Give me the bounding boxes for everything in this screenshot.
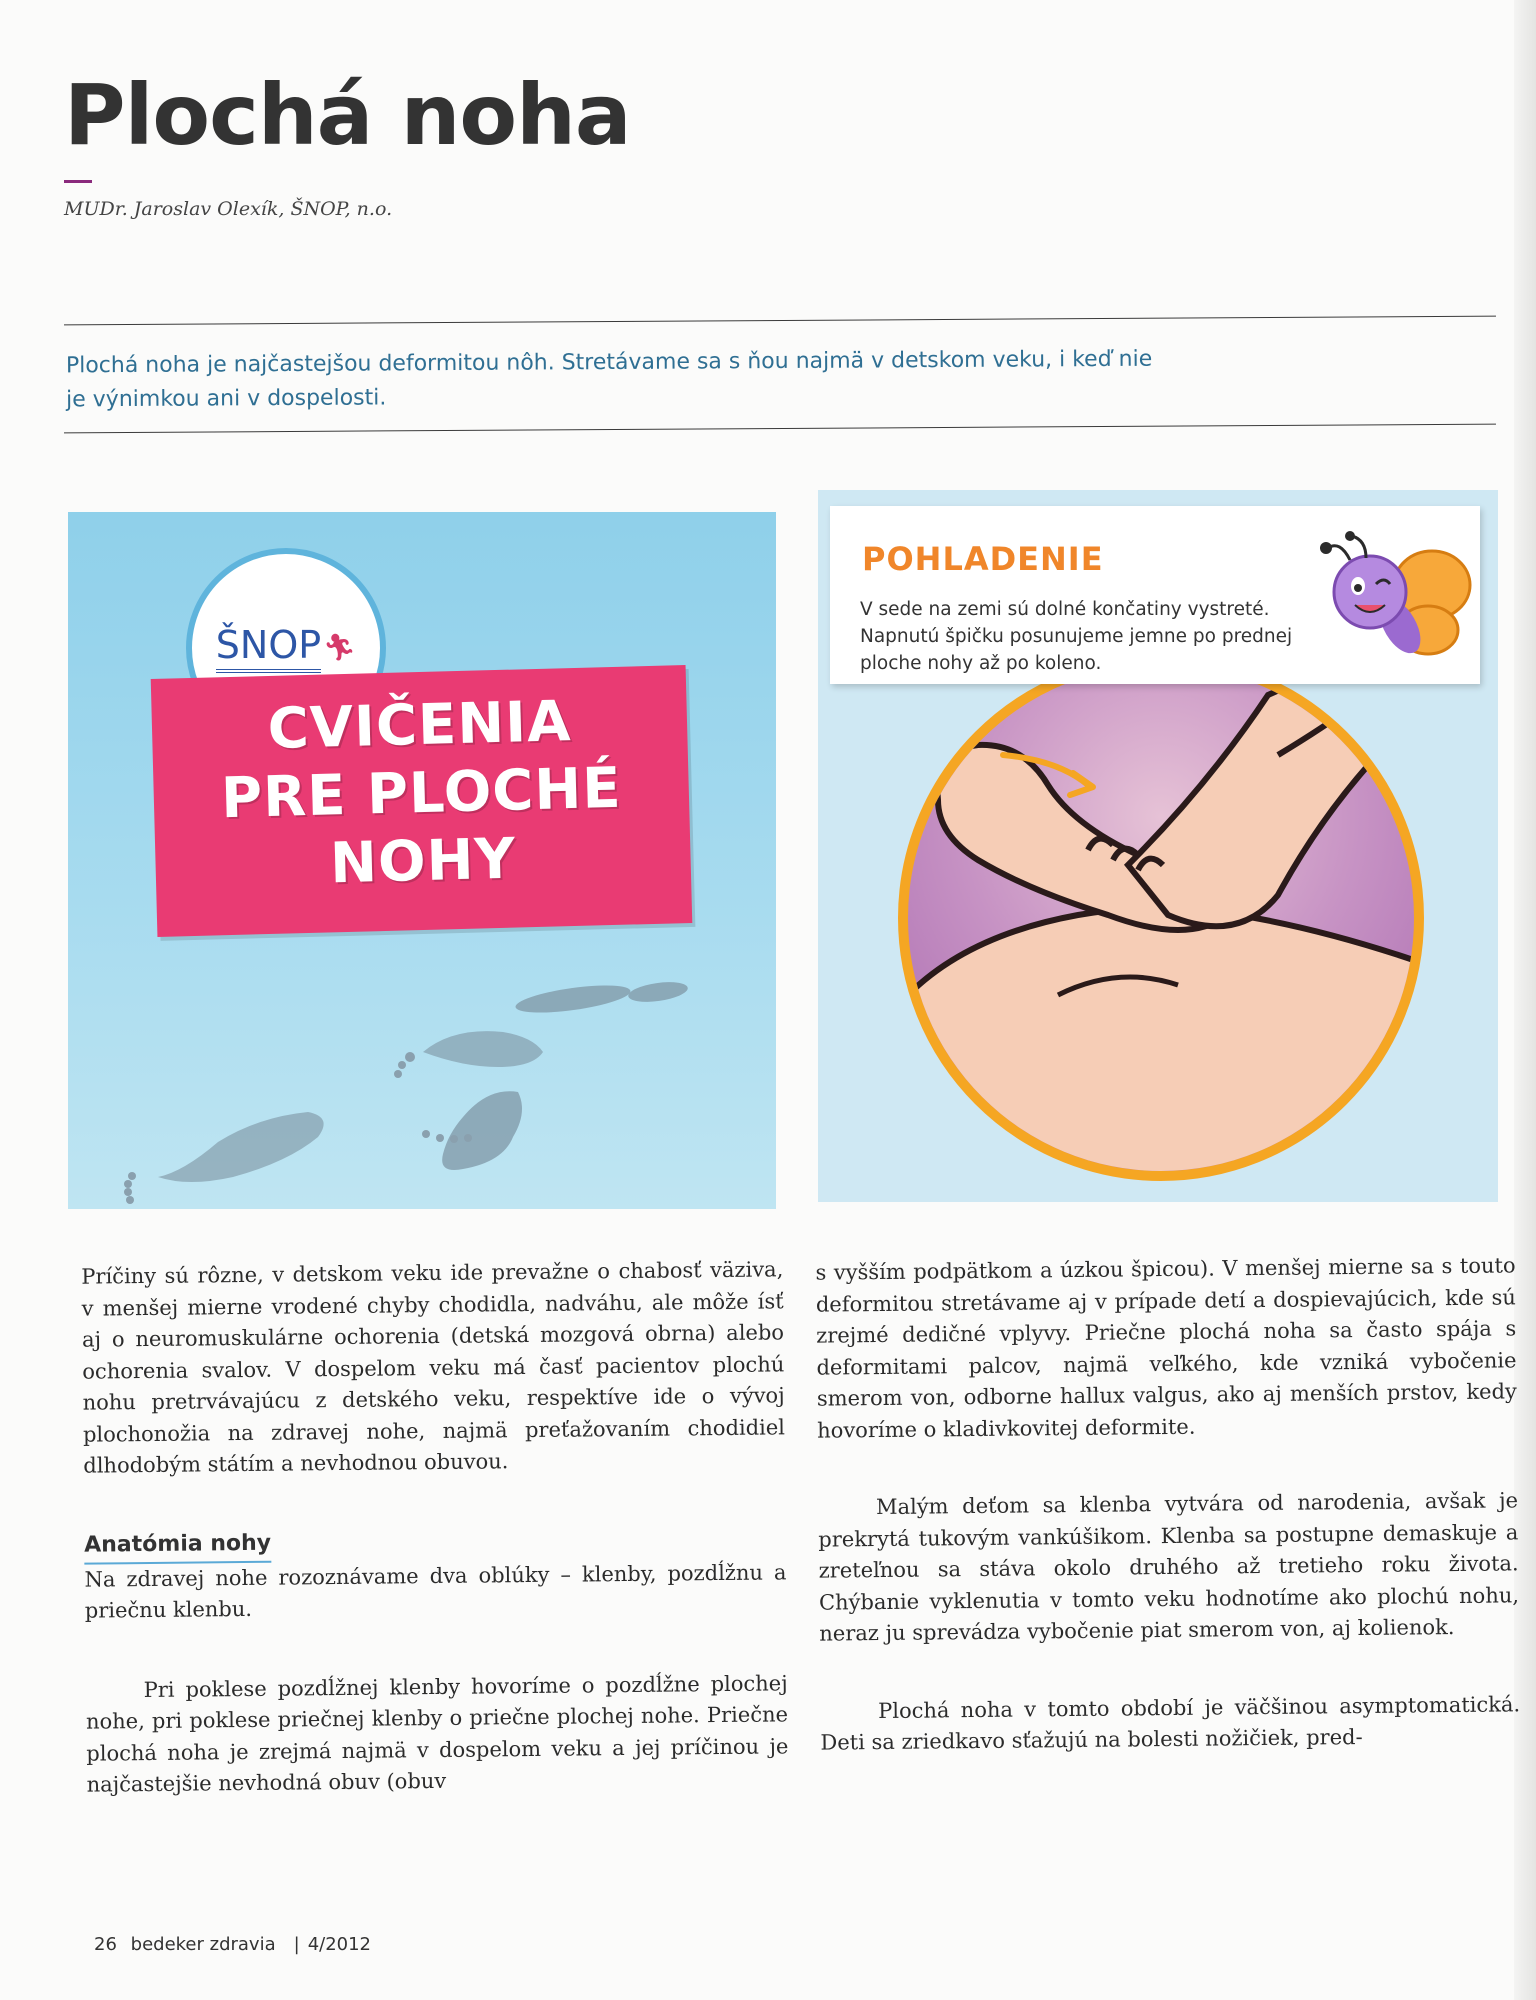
body-paragraph: Plochá noha v tomto období je väčšinou asymptomatická. Deti sa zriedkavo sťažujú na bolesti nožičiek, pred-	[820, 1691, 1521, 1755]
exercises-title-line-1: CVIČENIA	[266, 689, 573, 762]
article-column-right	[815, 1250, 1520, 1759]
exercises-illustration	[68, 512, 776, 1209]
exercises-title-box	[151, 665, 693, 937]
body-paragraph: Príčiny sú rôzne, v detskom veku ide prevažne o chabosť väziva, v menšej mierne vrodené chyby chodidla, nadváhu, ale môže ísť aj o neuromuskulárne ochorenia (detská mozgová obrna) alebo ochorenia svalov. V dospelom veku má časť pacientov plochú nohu pretrvávajúcu z detského veku, respektíve ide o vývoj plochonožia na zdravej nohe, najmä preťažovaním chodidiel dlhodobým státím a nevhodnou obuvou.	[81, 1257, 786, 1478]
exercise-card-text: V sede na zemi sú dolné končatiny vystreté. Napnutú špičku posunujeme jemne po prednej ploche nohy až po koleno.	[860, 599, 1293, 674]
runner-icon: 🏃︎	[323, 633, 357, 663]
lead-top-rule	[64, 316, 1496, 326]
butterfly-mascot-icon	[1300, 530, 1476, 670]
footer-divider: |	[293, 1934, 300, 1955]
exercises-title-line-2: PRE PLOCHÉ	[220, 755, 623, 832]
article-title: Plochá noha	[64, 66, 631, 164]
body-paragraph: Pri poklese pozdĺžnej klenby hovoríme o pozdĺžne plochej nohe, pri poklese priečnej klenby o priečne plochej nohe. Priečne plochá noha je zrejmá najmä v dospelom veku a jej príčinou je najčastejšie nevhodná obuv (obuv	[85, 1670, 789, 1797]
page-footer	[94, 1934, 379, 1955]
lead-paragraph: Plochá noha je najčastejšou deformitou nôh. Stretávame sa s ňou najmä v detskom veku, i keď nie je výnimkou ani v dospelosti.	[65, 346, 1153, 413]
author-byline: MUDr. Jaroslav Olexík, ŠNOP, n.o.	[64, 198, 393, 220]
body-paragraph: Malým deťom sa klenba vytvára od narodenia, avšak je prekrytá tukovým vankúšikom. Klenba sa postupne demaskuje a zreteľnou sa stáva okolo druhého až tretieho roku života. Chýbanie vyklenutia v tomto veku hodnotíme ako plochú nohu, neraz ju sprevádza vybočenie piat smerom von, aj kolienok.	[818, 1488, 1520, 1646]
exercise-circle-image	[898, 655, 1424, 1181]
issue-number: 4/2012	[307, 1934, 372, 1955]
page-number: 26	[94, 1934, 117, 1955]
title-accent-divider	[64, 180, 92, 183]
article-column-left	[81, 1254, 789, 1801]
pohladenie-exercise-illustration	[818, 490, 1498, 1202]
exercises-title	[151, 685, 691, 903]
lead-bottom-rule	[64, 424, 1496, 434]
magazine-name: bedeker zdravia	[130, 1934, 276, 1955]
exercises-title-line-3: NOHY	[329, 826, 517, 897]
exercise-instruction-card	[830, 506, 1480, 684]
exercise-card-title: POHLADENIE	[862, 540, 1104, 578]
snop-logo-text: ŠNOP	[216, 623, 321, 673]
body-paragraph: Na zdravej nohe rozoznávame dva oblúky – klenby, pozdĺžnu a priečnu klenbu.	[84, 1559, 787, 1623]
section-heading-anatomy: Anatómia nohy	[84, 1526, 271, 1564]
legs-exercise-drawing	[908, 665, 1414, 1171]
body-paragraph: s vyšším podpätkom a úzkou špicou). V menšej mierne sa s touto deformitou stretávame aj v prípade detí a dospievajúcich, kde sú zrejmé dedičné vplyvy. Priečne plochá noha sa často spája s deformitami palcov, najmä veľkého, kde vzniká vybočenie smerom von, odborne hallux valgus, ako aj menších prstov, kedy hovoríme o kladivkovitej deformite.	[815, 1253, 1517, 1443]
